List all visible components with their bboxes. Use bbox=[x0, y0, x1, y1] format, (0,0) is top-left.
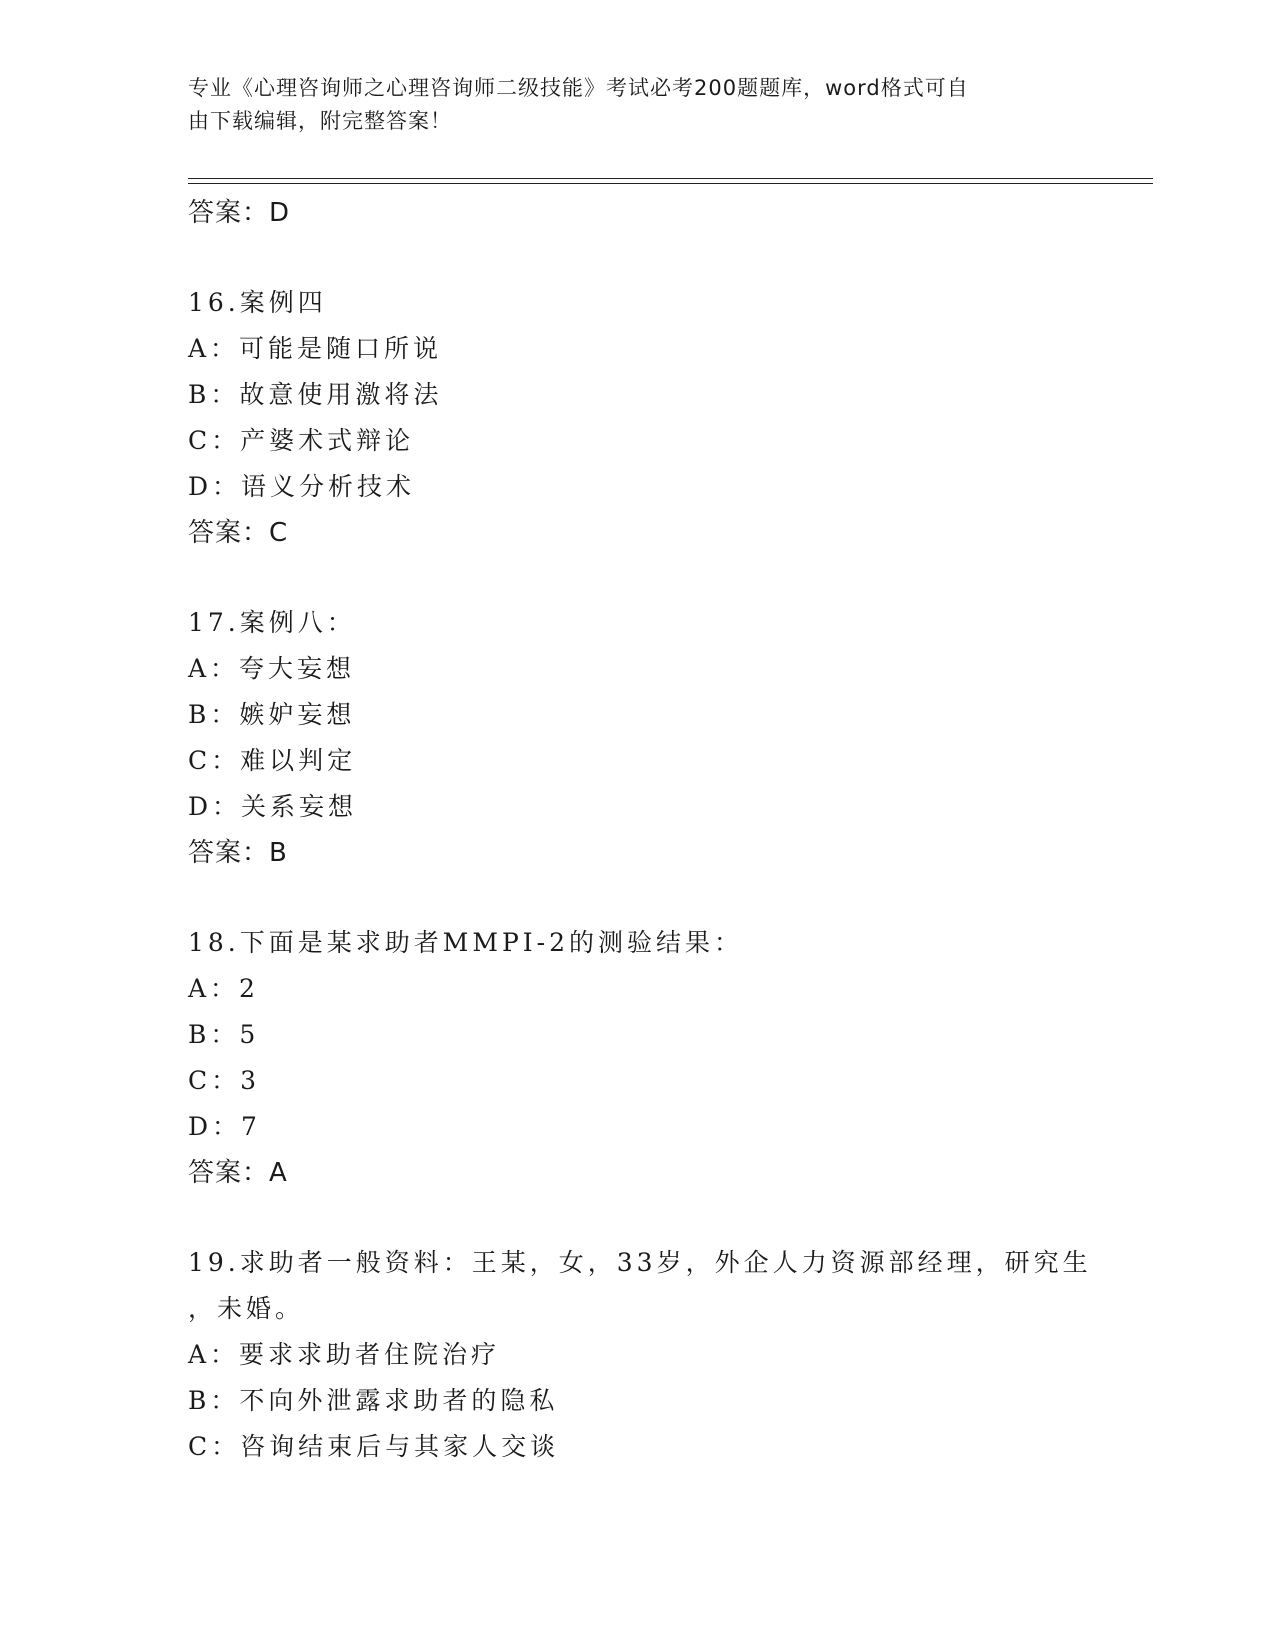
option-c: C：3 bbox=[188, 1066, 261, 1095]
option-b: B：不向外泄露求助者的隐私 bbox=[188, 1386, 559, 1415]
answer-16: 答案：C bbox=[188, 518, 289, 548]
option-d: D：关系妄想 bbox=[188, 792, 358, 821]
header-line-2: 由下载编辑，附完整答案！ bbox=[188, 109, 452, 133]
option-c: C：产婆术式辩论 bbox=[188, 426, 415, 455]
question-stem: 17.案例八： bbox=[188, 608, 356, 637]
header-line-1: 专业《心理咨询师之心理咨询师二级技能》考试必考200题题库，word格式可自 bbox=[188, 76, 969, 100]
option-c: C：难以判定 bbox=[188, 746, 357, 775]
question-stem: 16.案例四 bbox=[188, 288, 327, 317]
question-16 bbox=[188, 280, 1153, 510]
question-list bbox=[188, 190, 1153, 1470]
option-c: C：咨询结束后与其家人交谈 bbox=[188, 1432, 560, 1461]
question-18 bbox=[188, 920, 1153, 1150]
option-b: B：5 bbox=[188, 1020, 260, 1049]
answer-17: 答案：B bbox=[188, 838, 288, 868]
header-rule-top bbox=[188, 178, 1153, 179]
answer-18: 答案：A bbox=[188, 1158, 288, 1188]
document-header bbox=[188, 72, 1068, 138]
question-stem-line-2: ，未婚。 bbox=[188, 1294, 305, 1323]
option-a: A：夸大妄想 bbox=[188, 654, 356, 683]
question-stem: 18.下面是某求助者MMPI-2的测验结果： bbox=[188, 928, 744, 957]
option-b: B：嫉妒妄想 bbox=[188, 700, 356, 729]
answer-15: 答案：D bbox=[188, 198, 291, 228]
question-19 bbox=[188, 1240, 1153, 1470]
option-a: A：2 bbox=[188, 974, 259, 1003]
option-d: D：7 bbox=[188, 1112, 261, 1141]
option-b: B：故意使用激将法 bbox=[188, 380, 443, 409]
option-a: A：可能是随口所说 bbox=[188, 334, 443, 363]
question-17 bbox=[188, 600, 1153, 830]
option-a: A：要求求助者住院治疗 bbox=[188, 1340, 501, 1369]
question-stem-line-1: 19.求助者一般资料：王某，女，33岁，外企人力资源部经理，研究生 bbox=[188, 1248, 1092, 1277]
option-d: D：语义分析技术 bbox=[188, 472, 416, 501]
header-rule-bottom bbox=[188, 183, 1153, 184]
